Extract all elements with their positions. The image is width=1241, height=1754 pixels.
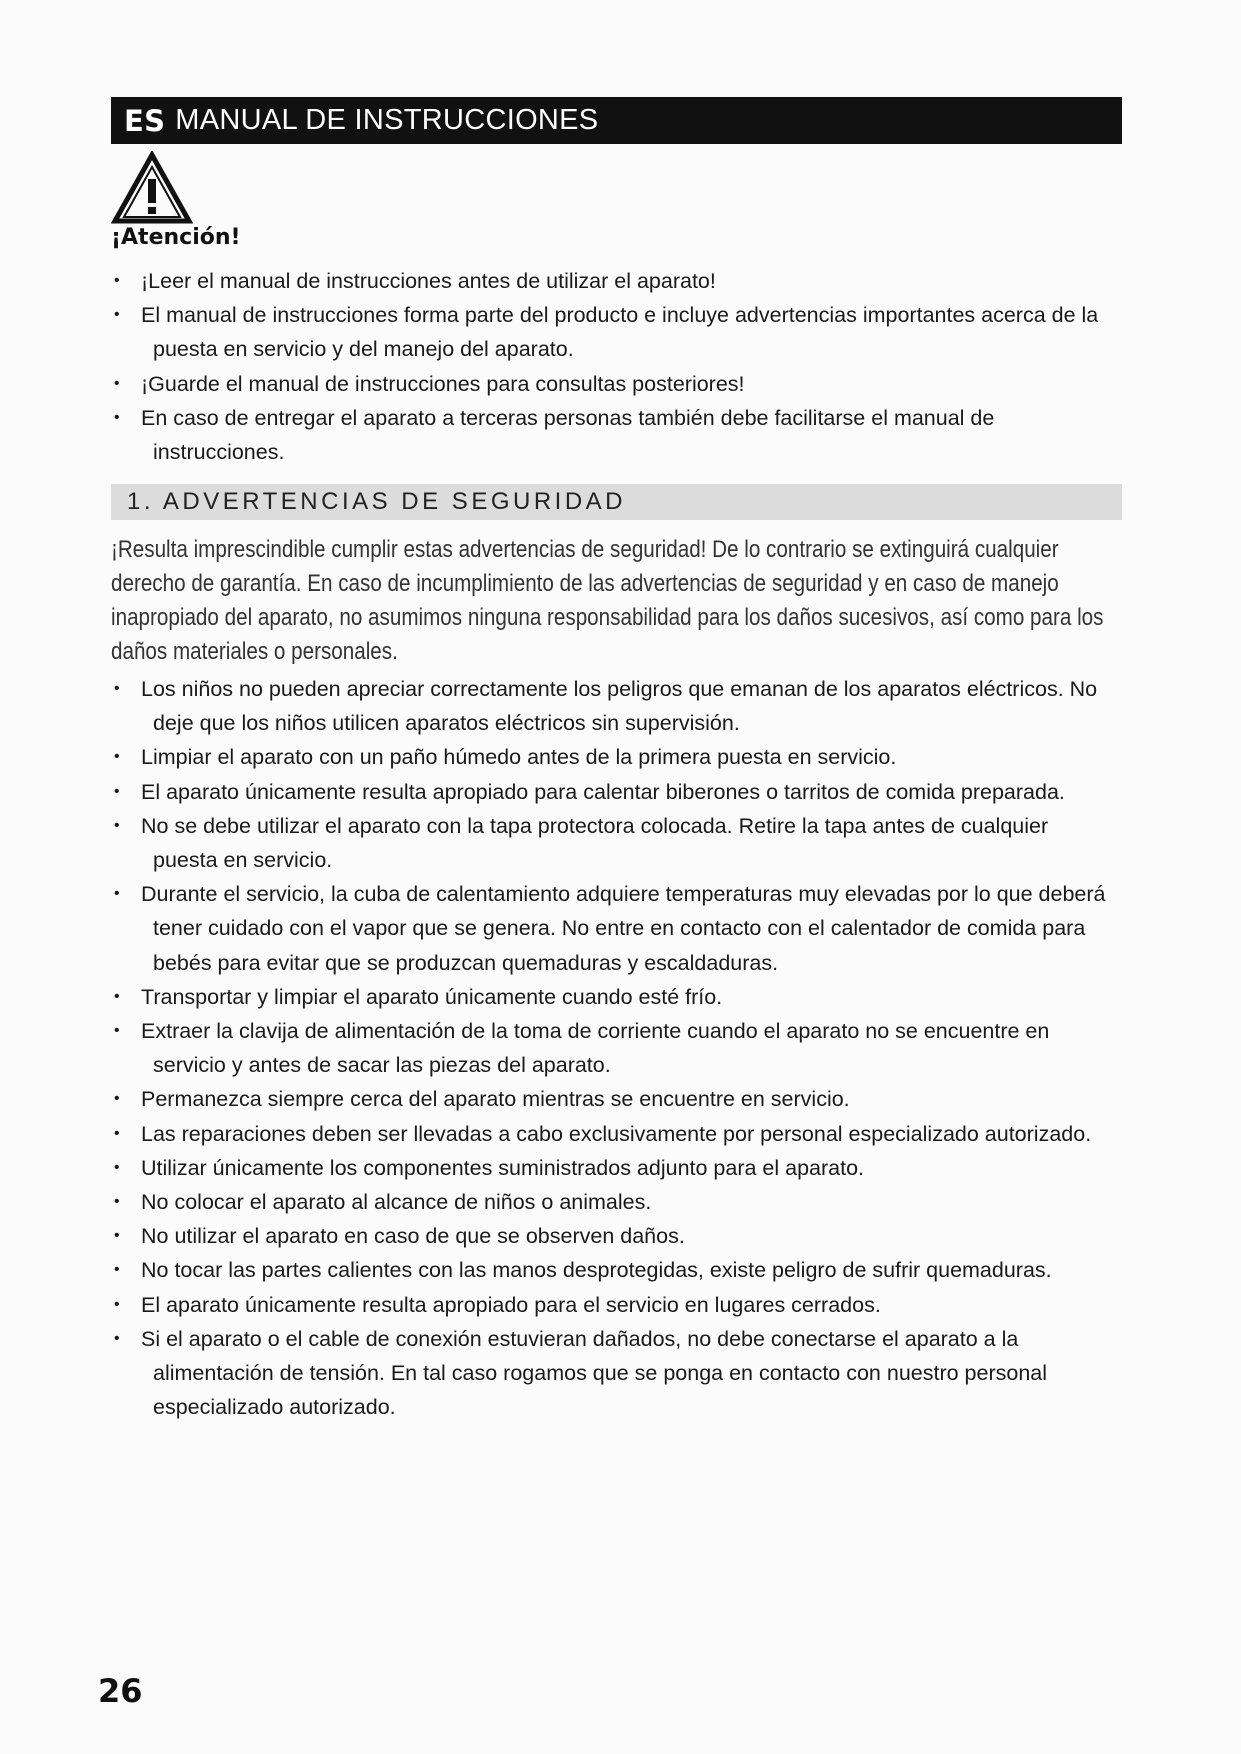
attention-heading: ¡Atención! [111,225,241,250]
list-item [111,775,1111,809]
attention-list [111,264,1111,469]
list-item [111,877,1111,980]
bullet-icon: • [114,1158,120,1176]
list-item-text: ¡Guarde el manual de instrucciones para consultas posteriores! [141,371,745,396]
manual-title: MANUAL DE INSTRUCCIONES [175,104,599,136]
bullet-icon: • [114,885,120,903]
bullet-icon: • [114,680,120,697]
list-item-text: El aparato únicamente resulta apropiado para calentar biberones o tarritos de comida preparada. [141,779,1065,804]
list-item-text: En caso de entregar el aparato a terceras personas también debe facilitarse el manual de instrucciones. [141,405,995,465]
bullet-icon: • [114,1227,120,1245]
bullet-icon: • [114,1124,120,1142]
list-item-text: Permanezca siempre cerca del aparato mientras se encuentre en servicio. [141,1087,850,1112]
bullet-icon: • [114,374,120,392]
list-item [111,1288,1111,1322]
bullet-icon: • [114,1090,120,1108]
safety-list [111,672,1111,1424]
bullet-icon: • [114,272,120,289]
bullet-icon: • [114,1295,120,1313]
page-number: 26 [98,1672,143,1710]
list-item [111,1117,1111,1151]
list-item [111,672,1111,740]
list-item-text: No tocar las partes calientes con las manos desprotegidas, existe peligro de sufrir quemaduras. [141,1258,1052,1283]
list-item-text: ¡Leer el manual de instrucciones antes de utilizar el aparato! [141,269,716,293]
list-item [111,367,1111,401]
list-item-text: Extraer la clavija de alimentación de la toma de corriente cuando el aparato no se encuentre en servicio y antes de sacar las piezas del aparato. [141,1019,1050,1078]
list-item-text: Las reparaciones deben ser llevadas a cabo exclusivamente por personal especializado autorizado. [141,1121,1092,1146]
bullet-icon: • [114,816,120,834]
list-item [111,809,1111,877]
list-item [111,1151,1111,1185]
list-item [111,1219,1111,1253]
list-item [111,1082,1111,1116]
section-intro: ¡Resulta imprescindible cumplir estas advertencias de seguridad! De lo contrario se extinguirá cualquier derecho de garantía. En caso de incumplimiento de las advertencias de seguridad y en caso de manejo inapropiado del aparato, no asumimos ninguna responsabilidad para los daños sucesivos, así como para los daños materiales o personales. [111,536,1104,665]
list-item [111,1322,1111,1425]
warning-triangle-icon [111,151,193,225]
bullet-icon: • [114,748,120,766]
list-item-text: No colocar el aparato al alcance de niños o animales. [141,1190,652,1215]
section-heading: 1. ADVERTENCIAS DE SEGURIDAD [111,484,1122,520]
list-item [111,264,1111,298]
list-item-text: El aparato únicamente resulta apropiado para el servicio en lugares cerrados. [141,1292,881,1317]
list-item-text: Si el aparato o el cable de conexión estuvieran dañados, no debe conectarse el aparato a la alimentación de tensión. En tal caso rogamos que se ponga en contacto con nuestro personal especializado autorizado. [141,1326,1048,1420]
list-item-text: Transportar y limpiar el aparato únicamente cuando esté frío. [141,984,723,1009]
bullet-icon: • [114,408,120,426]
bullet-icon: • [114,987,120,1005]
list-item [111,401,1111,469]
list-item [111,1185,1111,1219]
header-bar [111,97,1122,144]
list-item [111,298,1111,366]
bullet-icon: • [114,782,120,800]
list-item [111,1253,1111,1287]
list-item-text: No utilizar el aparato en caso de que se observen daños. [141,1224,685,1249]
list-item [111,1014,1111,1082]
list-item [111,980,1111,1014]
list-item [111,740,1111,774]
list-item-text: Durante el servicio, la cuba de calentamiento adquiere temperaturas muy elevadas por lo que deberá tener cuidado con el vapor que se genera. No entre en contacto con el calentador de comida para bebés para evitar que se produzcan quemaduras y escaldaduras. [141,882,1106,975]
list-item-text: El manual de instrucciones forma parte del producto e incluye advertencias importantes acerca de la puesta en servicio y del manejo del aparato. [141,303,1099,362]
list-item-text: Utilizar únicamente los componentes suministrados adjunto para el aparato. [141,1155,865,1180]
list-item-text: Limpiar el aparato con un paño húmedo antes de la primera puesta en servicio. [141,745,897,770]
list-item-text: No se debe utilizar el aparato con la tapa protectora colocada. Retire la tapa antes de cualquier puesta en servicio. [141,813,1049,873]
bullet-icon: • [114,1329,120,1347]
bullet-icon: • [114,1193,120,1211]
bullet-icon: • [114,306,120,324]
language-code: ES [124,103,166,138]
bullet-icon: • [114,1261,120,1279]
bullet-icon: • [114,1022,120,1040]
list-item-text: Los niños no pueden apreciar correctamente los peligros que emanan de los aparatos eléctricos. No deje que los niños utilicen aparatos eléctricos sin supervisión. [141,677,1098,736]
